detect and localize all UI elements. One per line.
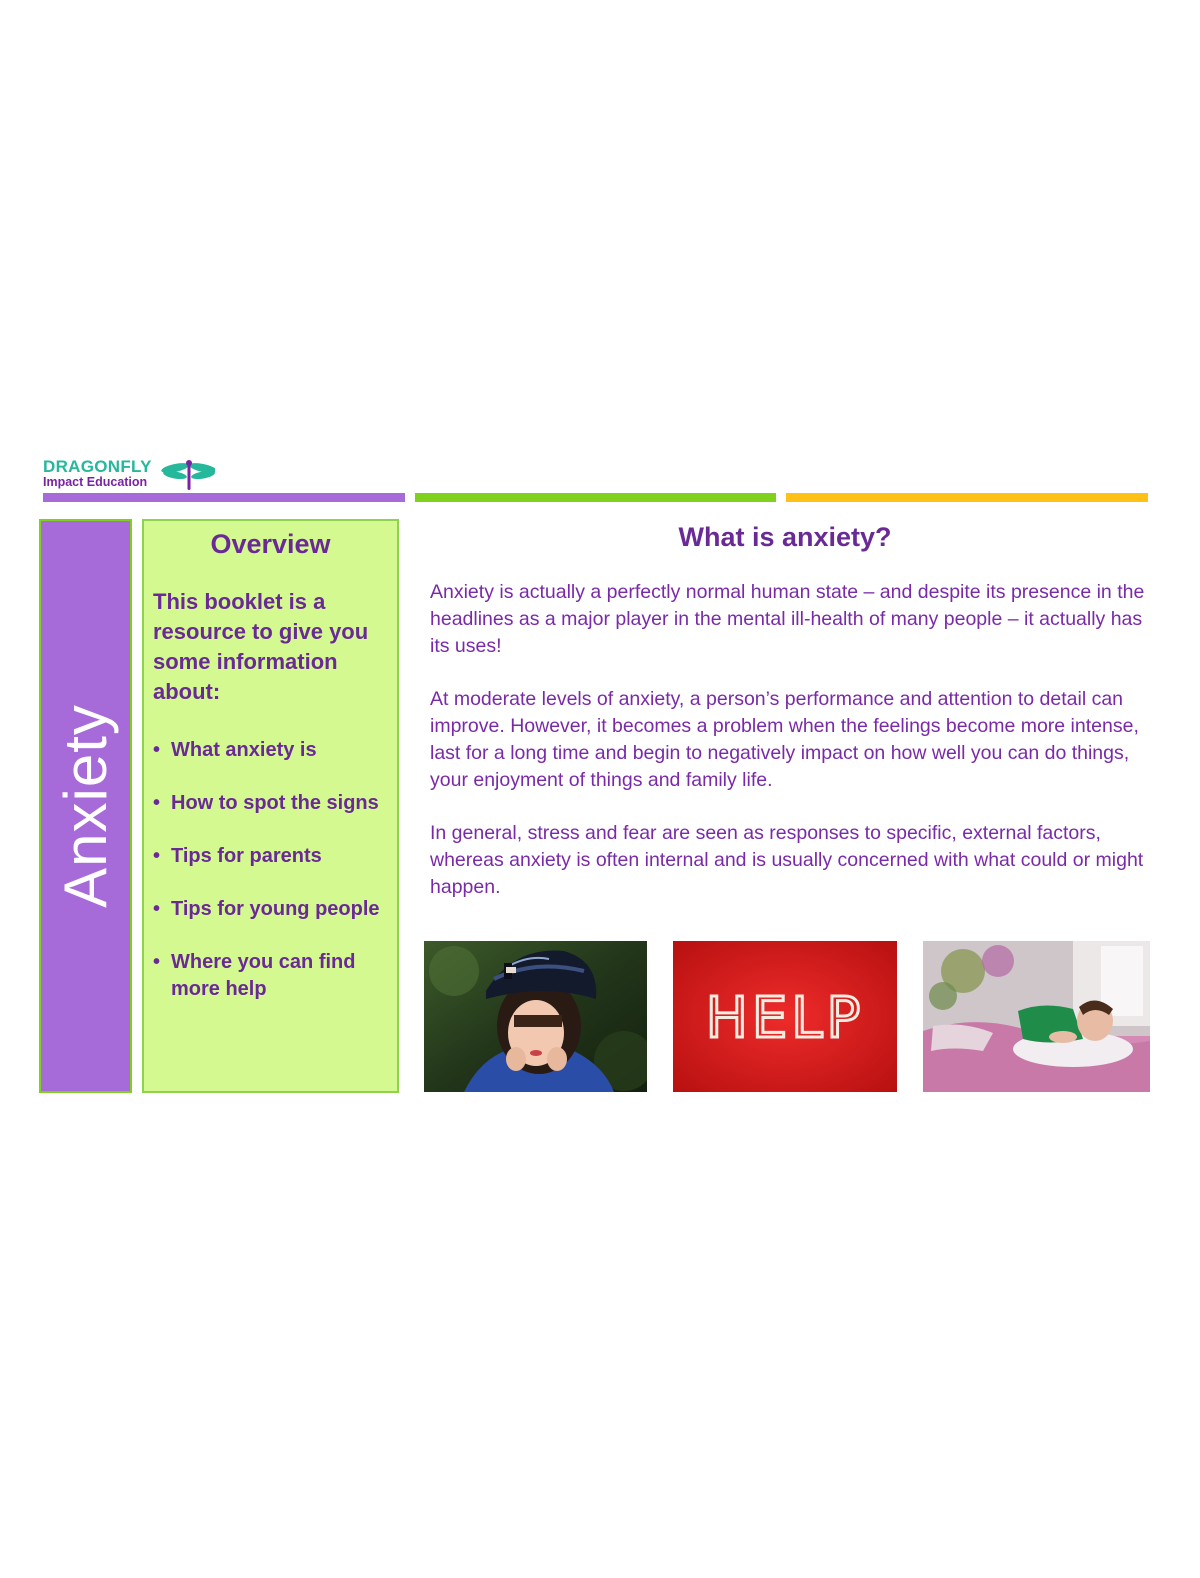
photo-help-matchsticks bbox=[673, 941, 897, 1092]
bullet: • bbox=[153, 951, 161, 973]
logo-title: DRAGONFLY bbox=[43, 457, 152, 476]
photo-girl-with-cap bbox=[424, 941, 647, 1092]
purple-stripe bbox=[43, 493, 405, 502]
paragraph-moderate-levels: At moderate levels of anxiety, a person’s performance and attention to detail can improve. However, it becomes a problem when the feelings become more intense, last for a long time and begin to negatively impact on how well you can do things, your enjoyment of things and family life. bbox=[430, 688, 1139, 791]
green-stripe bbox=[415, 493, 776, 502]
overview-list bbox=[153, 737, 393, 1029]
bullet: • bbox=[153, 739, 161, 761]
bullet: • bbox=[153, 792, 161, 814]
paragraph-stress-fear: In general, stress and fear are seen as responses to specific, external factors, whereas anxiety is often internal and is usually concerned with what could or might happen. bbox=[430, 822, 1144, 898]
overview-item-tips-young-people bbox=[153, 896, 393, 923]
dragonfly-logo bbox=[43, 458, 223, 492]
bullet: • bbox=[153, 898, 161, 920]
overview-item-label: What anxiety is bbox=[171, 739, 317, 761]
paragraph-intro: Anxiety is actually a perfectly normal human state – and despite its presence in the headlines as a major player in the mental ill-health of many people – it actually has its uses! bbox=[430, 581, 1145, 657]
overview-item-label: Tips for young people bbox=[171, 898, 380, 920]
overview-item-label: Where you can find more help bbox=[171, 951, 356, 1000]
side-title-panel bbox=[39, 519, 132, 1093]
overview-item-spot-signs bbox=[153, 790, 393, 817]
overview-item-tips-parents bbox=[153, 843, 393, 870]
overview-heading: Overview bbox=[210, 529, 331, 559]
logo-subtitle: Impact Education bbox=[43, 475, 148, 489]
overview-item-label: Tips for parents bbox=[171, 845, 322, 867]
overview-item-find-help bbox=[153, 949, 393, 1003]
overview-intro: This booklet is a resource to give you some information about: bbox=[153, 589, 369, 704]
photo-boy-in-bed bbox=[923, 941, 1150, 1092]
side-title: Anxiety bbox=[51, 704, 119, 908]
overview-item-what-anxiety-is bbox=[153, 737, 393, 764]
bullet: • bbox=[153, 845, 161, 867]
overview-item-label: How to spot the signs bbox=[171, 792, 379, 814]
main-body bbox=[430, 579, 1145, 927]
help-word: HELP bbox=[705, 986, 865, 1051]
main-heading: What is anxiety? bbox=[678, 522, 892, 552]
orange-stripe bbox=[786, 493, 1148, 502]
dragonfly-icon bbox=[151, 458, 215, 490]
overview-panel bbox=[142, 519, 399, 1093]
